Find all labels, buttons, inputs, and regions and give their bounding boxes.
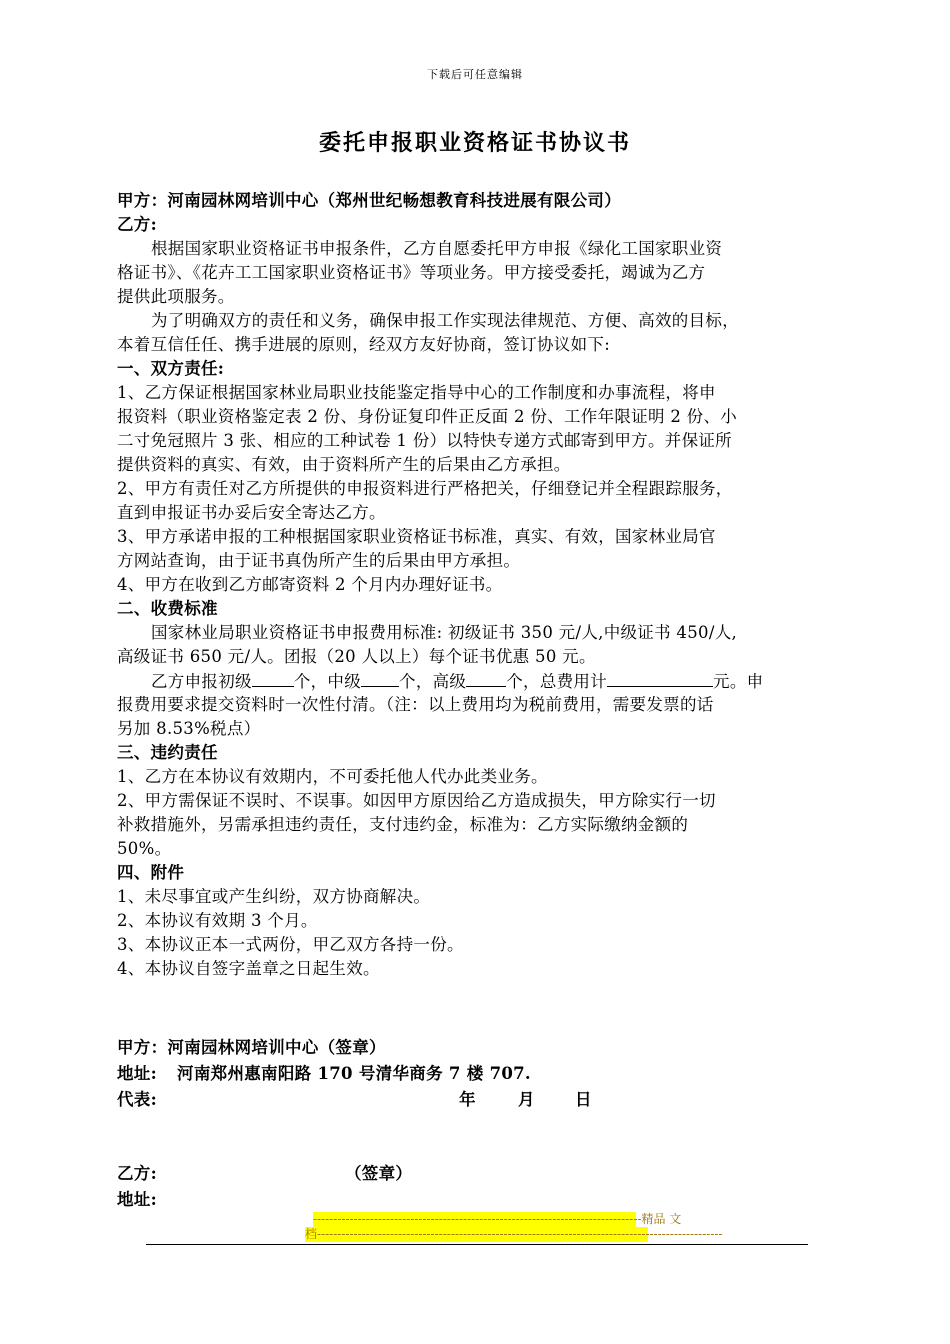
section3-line: 2、甲方需保证不误时、不误事。如因甲方原因给乙方造成损失，甲方除实行一切 <box>117 791 716 810</box>
section3-line: 1、乙方在本协议有效期内，不可委托他人代办此类业务。 <box>117 767 548 786</box>
section1-title: 一、双方责任: <box>117 359 225 378</box>
primary-count-blank[interactable] <box>252 669 294 687</box>
sign-b-address: 地址: <box>117 1190 157 1209</box>
footer-text: 精品 文 <box>641 1212 682 1226</box>
sign-a-address <box>117 1062 531 1086</box>
party-b-line: 乙方: <box>117 215 157 234</box>
footer-dashes: --------------------------------------------------------------------------------- <box>313 1212 642 1226</box>
section3-title: 三、违约责任 <box>117 743 218 762</box>
section1-line: 3、甲方承诺申报的工种根据国家职业资格证书标准，真实、有效，国家林业局官 <box>117 527 716 546</box>
section4-line: 2、本协议有效期 3 个月。 <box>117 911 318 930</box>
header-note: 下载后可任意编辑 <box>427 68 523 81</box>
address-label: 地址: <box>117 1064 157 1083</box>
section4-title: 四、附件 <box>117 863 185 882</box>
party-a-line: 甲方：河南园林网培训中心（郑州世纪畅想教育科技进展有限公司） <box>117 191 621 210</box>
footer-line-2 <box>305 1227 723 1242</box>
intro-line-5: 本着互信任任、携手进展的原则，经双方友好协商，签订协议如下: <box>117 335 611 354</box>
footer-text: 档 <box>305 1227 318 1241</box>
footer-dashes: ---------------------------------------------------------------------------------------------------- <box>317 1227 723 1241</box>
intro-line-1: 根据国家职业资格证书申报条件，乙方自愿委托甲方申报《绿化工国家职业资 <box>151 239 723 258</box>
section4-line: 4、本协议自签字盖章之日起生效。 <box>117 959 380 978</box>
intro-line-2: 格证书》、《花卉工工国家职业资格证书》等项业务。甲方接受委托，竭诚为乙方 <box>117 263 706 282</box>
apply-middle-label: 个，中级 <box>293 672 362 691</box>
section1-line: 2、甲方有责任对乙方所提供的申报资料进行严格把关，仔细登记并全程跟踪服务， <box>117 479 733 498</box>
section1-line: 二寸免冠照片 3 张、相应的工种试卷 1 份）以特快专递方式邮寄到甲方。并保证所 <box>117 431 732 450</box>
total-fee-blank[interactable] <box>607 669 713 687</box>
section1-line: 报资料（职业资格鉴定表 2 份、身份证复印件正反面 2 份、工作年限证明 2 份、小 <box>117 407 738 426</box>
section1-line: 直到申报证书办妥后安全寄达乙方。 <box>117 503 386 522</box>
apply-yuan-label: 元。申 <box>713 672 764 691</box>
middle-count-blank[interactable] <box>361 669 399 687</box>
date-month: 月 <box>518 1090 535 1109</box>
section1-line: 1、乙方保证根据国家林业局职业技能鉴定指导中心的工作制度和办事流程，将申 <box>117 383 716 402</box>
section2-title: 二、收费标准 <box>117 599 218 618</box>
sign-party-b: 乙方: <box>117 1164 157 1183</box>
section4-line: 1、未尽事宜或产生纠纷，双方协商解决。 <box>117 887 431 906</box>
sign-b-seal: （签章） <box>345 1164 413 1183</box>
apply-senior-label: 个，高级 <box>399 672 467 691</box>
section3-line: 50%。 <box>117 839 172 858</box>
footer-divider <box>146 1244 808 1245</box>
section3-line: 补救措施外，另需承担违约责任，支付违约金，标准为：乙方实际缴纳金额的 <box>117 815 689 834</box>
address-value: 河南郑州惠南阳路 170 号清华商务 7 楼 707. <box>177 1064 531 1083</box>
sign-a-representative: 代表: <box>117 1090 157 1109</box>
apply-line-3: 另加 8.53%税点） <box>117 719 261 738</box>
fee-line-2: 高级证书 650 元/人。团报（20 人以上）每个证书优惠 50 元。 <box>117 647 596 666</box>
apply-total-label: 个，总费用计 <box>506 672 608 691</box>
fee-line-1: 国家林业局职业资格证书申报费用标准: 初级证书 350 元/人,中级证书 450/人, <box>151 623 738 642</box>
apply-line-2: 报费用要求提交资料时一次性付清。（注：以上费用均为税前费用，需要发票的话 <box>117 695 714 714</box>
apply-primary-label: 乙方申报初级 <box>151 672 252 691</box>
document-title: 委托申报职业资格证书协议书 <box>318 130 631 156</box>
intro-line-4: 为了明确双方的责任和义务，确保申报工作实现法律规范、方便、高效的目标， <box>151 311 739 330</box>
apply-line-1 <box>151 669 763 694</box>
section1-line: 提供资料的真实、有效，由于资料所产生的后果由乙方承担。 <box>117 455 571 474</box>
date-day: 日 <box>575 1090 592 1109</box>
section1-line: 方网站查询，由于证书真伪所产生的后果由甲方承担。 <box>117 551 521 570</box>
section1-line: 4、甲方在收到乙方邮寄资料 2 个月内办理好证书。 <box>117 575 503 594</box>
date-year: 年 <box>459 1090 476 1109</box>
intro-line-3: 提供此项服务。 <box>117 287 235 306</box>
section4-line: 3、本协议正本一式两份，甲乙双方各持一份。 <box>117 935 464 954</box>
sign-party-a: 甲方：河南园林网培训中心（签章） <box>117 1038 386 1057</box>
footer-line-1 <box>313 1212 682 1227</box>
senior-count-blank[interactable] <box>466 669 506 687</box>
